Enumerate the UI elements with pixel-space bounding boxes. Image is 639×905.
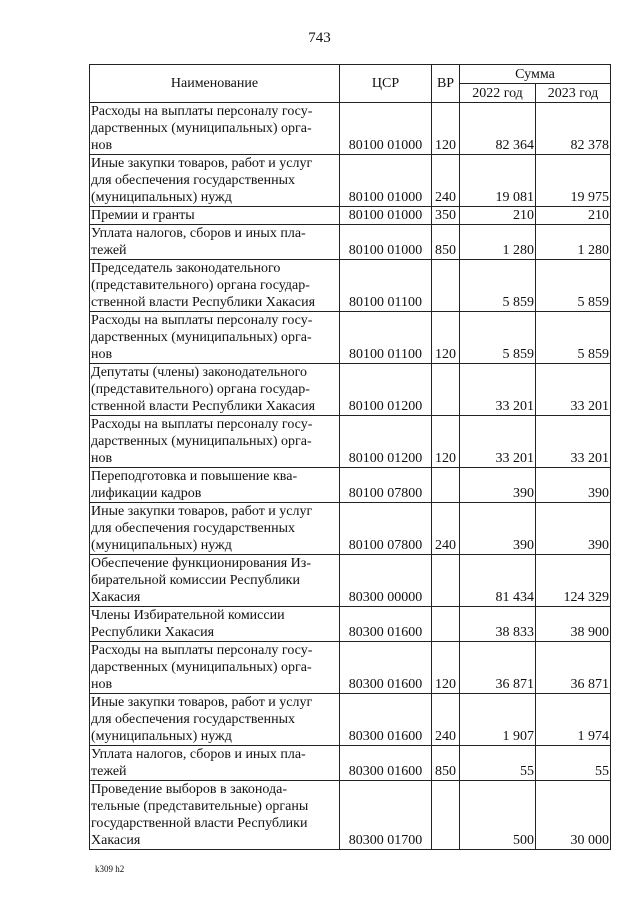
row-vr bbox=[432, 260, 460, 312]
row-csr: 80100 01200 bbox=[340, 364, 432, 416]
row-name-line: Переподготовка и повышение ква- bbox=[91, 469, 298, 484]
row-vr: 120 bbox=[432, 642, 460, 694]
row-csr: 80100 01200 bbox=[340, 416, 432, 468]
footer-code: k309 h2 bbox=[95, 864, 125, 874]
row-name-line: Расходы на выплаты персоналу госу- bbox=[91, 104, 313, 119]
row-name-line: Члены Избирательной комиссии bbox=[91, 608, 285, 623]
row-csr: 80300 01600 bbox=[340, 746, 432, 781]
row-name-line: тежей bbox=[91, 764, 127, 779]
row-vr: 120 bbox=[432, 103, 460, 155]
row-csr: 80300 01600 bbox=[340, 642, 432, 694]
header-csr: ЦСР bbox=[340, 65, 432, 103]
row-vr: 240 bbox=[432, 503, 460, 555]
row-sum-2023: 210 bbox=[536, 207, 611, 225]
row-name-line: Уплата налогов, сборов и иных пла- bbox=[91, 747, 306, 762]
row-name-line: для обеспечения государственных bbox=[91, 521, 295, 536]
row-sum-2023: 82 378 bbox=[536, 103, 611, 155]
row-sum-2023: 5 859 bbox=[536, 260, 611, 312]
table-row bbox=[90, 155, 611, 207]
row-sum-2022: 33 201 bbox=[460, 364, 536, 416]
row-vr: 350 bbox=[432, 207, 460, 225]
row-name-line: (муниципальных) нужд bbox=[91, 538, 232, 553]
row-sum-2022: 33 201 bbox=[460, 416, 536, 468]
table-row bbox=[90, 642, 611, 694]
row-vr: 850 bbox=[432, 746, 460, 781]
row-name-line: нов bbox=[91, 347, 113, 362]
row-name-line: ственной власти Республики Хакасия bbox=[91, 295, 316, 310]
row-name bbox=[90, 746, 340, 781]
row-sum-2023: 33 201 bbox=[536, 416, 611, 468]
row-name-line: Расходы на выплаты персоналу госу- bbox=[91, 643, 313, 658]
row-name-line: нов bbox=[91, 138, 113, 153]
row-name-line: Расходы на выплаты персоналу госу- bbox=[91, 313, 313, 328]
row-sum-2022: 500 bbox=[460, 781, 536, 850]
header-year-2023: 2023 год bbox=[536, 84, 611, 103]
row-name bbox=[90, 607, 340, 642]
row-vr bbox=[432, 781, 460, 850]
row-sum-2022: 390 bbox=[460, 468, 536, 503]
row-name-line: для обеспечения государственных bbox=[91, 712, 295, 727]
table-row bbox=[90, 312, 611, 364]
table-row bbox=[90, 416, 611, 468]
row-name-line: Иные закупки товаров, работ и услуг bbox=[91, 504, 313, 519]
row-vr bbox=[432, 468, 460, 503]
row-name-line: нов bbox=[91, 677, 113, 692]
row-name-line: нов bbox=[91, 451, 113, 466]
row-name-line: Депутаты (члены) законодательного bbox=[91, 365, 308, 380]
table-row bbox=[90, 607, 611, 642]
row-sum-2022: 390 bbox=[460, 503, 536, 555]
row-vr bbox=[432, 364, 460, 416]
table-row bbox=[90, 225, 611, 260]
row-name bbox=[90, 555, 340, 607]
row-sum-2023: 55 bbox=[536, 746, 611, 781]
header-vr: ВР bbox=[432, 65, 460, 103]
row-sum-2022: 1 280 bbox=[460, 225, 536, 260]
table-row bbox=[90, 781, 611, 850]
row-sum-2022: 210 bbox=[460, 207, 536, 225]
row-name bbox=[90, 364, 340, 416]
row-name-line: дарственных (муниципальных) орга- bbox=[91, 660, 312, 675]
row-name-line: (представительного) органа государ- bbox=[91, 382, 310, 397]
row-name-line: Председатель законодательного bbox=[91, 261, 281, 276]
row-sum-2023: 33 201 bbox=[536, 364, 611, 416]
row-sum-2023: 36 871 bbox=[536, 642, 611, 694]
row-name bbox=[90, 694, 340, 746]
row-sum-2022: 19 081 bbox=[460, 155, 536, 207]
row-sum-2022: 5 859 bbox=[460, 312, 536, 364]
row-name-line: Расходы на выплаты персоналу госу- bbox=[91, 417, 313, 432]
row-csr: 80100 01000 bbox=[340, 103, 432, 155]
row-name bbox=[90, 103, 340, 155]
table-row bbox=[90, 364, 611, 416]
row-name-line: тежей bbox=[91, 243, 127, 258]
row-vr: 120 bbox=[432, 312, 460, 364]
row-csr: 80100 01000 bbox=[340, 155, 432, 207]
row-name-line: (муниципальных) нужд bbox=[91, 190, 232, 205]
row-csr: 80100 01100 bbox=[340, 260, 432, 312]
row-vr: 120 bbox=[432, 416, 460, 468]
row-vr: 240 bbox=[432, 694, 460, 746]
row-csr: 80300 01600 bbox=[340, 694, 432, 746]
row-sum-2022: 36 871 bbox=[460, 642, 536, 694]
table-row bbox=[90, 260, 611, 312]
row-name-line: для обеспечения государственных bbox=[91, 173, 295, 188]
row-name-line: Проведение выборов в законода- bbox=[91, 782, 287, 797]
row-sum-2023: 1 974 bbox=[536, 694, 611, 746]
row-csr: 80100 01000 bbox=[340, 207, 432, 225]
row-name-line: Хакасия bbox=[91, 590, 141, 605]
row-sum-2023: 1 280 bbox=[536, 225, 611, 260]
row-name-line: Обеспечение функционирования Из- bbox=[91, 556, 311, 571]
row-vr bbox=[432, 607, 460, 642]
table-row bbox=[90, 694, 611, 746]
row-name-line: Иные закупки товаров, работ и услуг bbox=[91, 156, 313, 171]
row-name-line: ственной власти Республики Хакасия bbox=[91, 399, 316, 414]
row-sum-2022: 5 859 bbox=[460, 260, 536, 312]
row-csr: 80100 07800 bbox=[340, 503, 432, 555]
table-row bbox=[90, 746, 611, 781]
row-name bbox=[90, 260, 340, 312]
row-name-line: бирательной комиссии Республики bbox=[91, 573, 300, 588]
row-sum-2022: 55 bbox=[460, 746, 536, 781]
row-sum-2023: 30 000 bbox=[536, 781, 611, 850]
row-name-line: дарственных (муниципальных) орга- bbox=[91, 434, 312, 449]
header-name: Наименование bbox=[90, 65, 340, 103]
table-row bbox=[90, 103, 611, 155]
row-csr: 80300 00000 bbox=[340, 555, 432, 607]
row-name bbox=[90, 642, 340, 694]
row-name-line: Иные закупки товаров, работ и услуг bbox=[91, 695, 313, 710]
row-csr: 80100 07800 bbox=[340, 468, 432, 503]
row-name-line: Премии и гранты bbox=[91, 208, 195, 223]
row-sum-2023: 390 bbox=[536, 468, 611, 503]
row-name-line: Республики Хакасия bbox=[91, 625, 215, 640]
row-vr: 240 bbox=[432, 155, 460, 207]
row-csr: 80100 01000 bbox=[340, 225, 432, 260]
row-sum-2023: 19 975 bbox=[536, 155, 611, 207]
row-sum-2023: 124 329 bbox=[536, 555, 611, 607]
row-name bbox=[90, 225, 340, 260]
table-row bbox=[90, 555, 611, 607]
row-sum-2023: 5 859 bbox=[536, 312, 611, 364]
row-name bbox=[90, 503, 340, 555]
row-csr: 80300 01700 bbox=[340, 781, 432, 850]
table-row bbox=[90, 207, 611, 225]
table-row bbox=[90, 503, 611, 555]
row-name-line: тельные (представительные) органы bbox=[91, 799, 309, 814]
row-name bbox=[90, 207, 340, 225]
header-sum: Сумма bbox=[460, 65, 611, 84]
row-name-line: Уплата налогов, сборов и иных пла- bbox=[91, 226, 306, 241]
row-name bbox=[90, 312, 340, 364]
row-name bbox=[90, 416, 340, 468]
row-name bbox=[90, 781, 340, 850]
row-vr: 850 bbox=[432, 225, 460, 260]
row-sum-2022: 82 364 bbox=[460, 103, 536, 155]
row-name-line: государственной власти Республики bbox=[91, 816, 308, 831]
row-sum-2023: 390 bbox=[536, 503, 611, 555]
row-name-line: дарственных (муниципальных) орга- bbox=[91, 121, 312, 136]
row-name-line: (муниципальных) нужд bbox=[91, 729, 232, 744]
row-sum-2023: 38 900 bbox=[536, 607, 611, 642]
row-sum-2022: 1 907 bbox=[460, 694, 536, 746]
row-sum-2022: 81 434 bbox=[460, 555, 536, 607]
budget-table bbox=[89, 64, 611, 850]
row-sum-2022: 38 833 bbox=[460, 607, 536, 642]
table-row bbox=[90, 468, 611, 503]
row-name-line: Хакасия bbox=[91, 833, 141, 848]
row-name bbox=[90, 468, 340, 503]
row-name-line: дарственных (муниципальных) орга- bbox=[91, 330, 312, 345]
row-name-line: (представительного) органа государ- bbox=[91, 278, 310, 293]
row-vr bbox=[432, 555, 460, 607]
row-csr: 80300 01600 bbox=[340, 607, 432, 642]
row-name bbox=[90, 155, 340, 207]
page-number: 743 bbox=[308, 30, 331, 46]
header-year-2022: 2022 год bbox=[460, 84, 536, 103]
row-name-line: лификации кадров bbox=[91, 486, 202, 501]
row-csr: 80100 01100 bbox=[340, 312, 432, 364]
